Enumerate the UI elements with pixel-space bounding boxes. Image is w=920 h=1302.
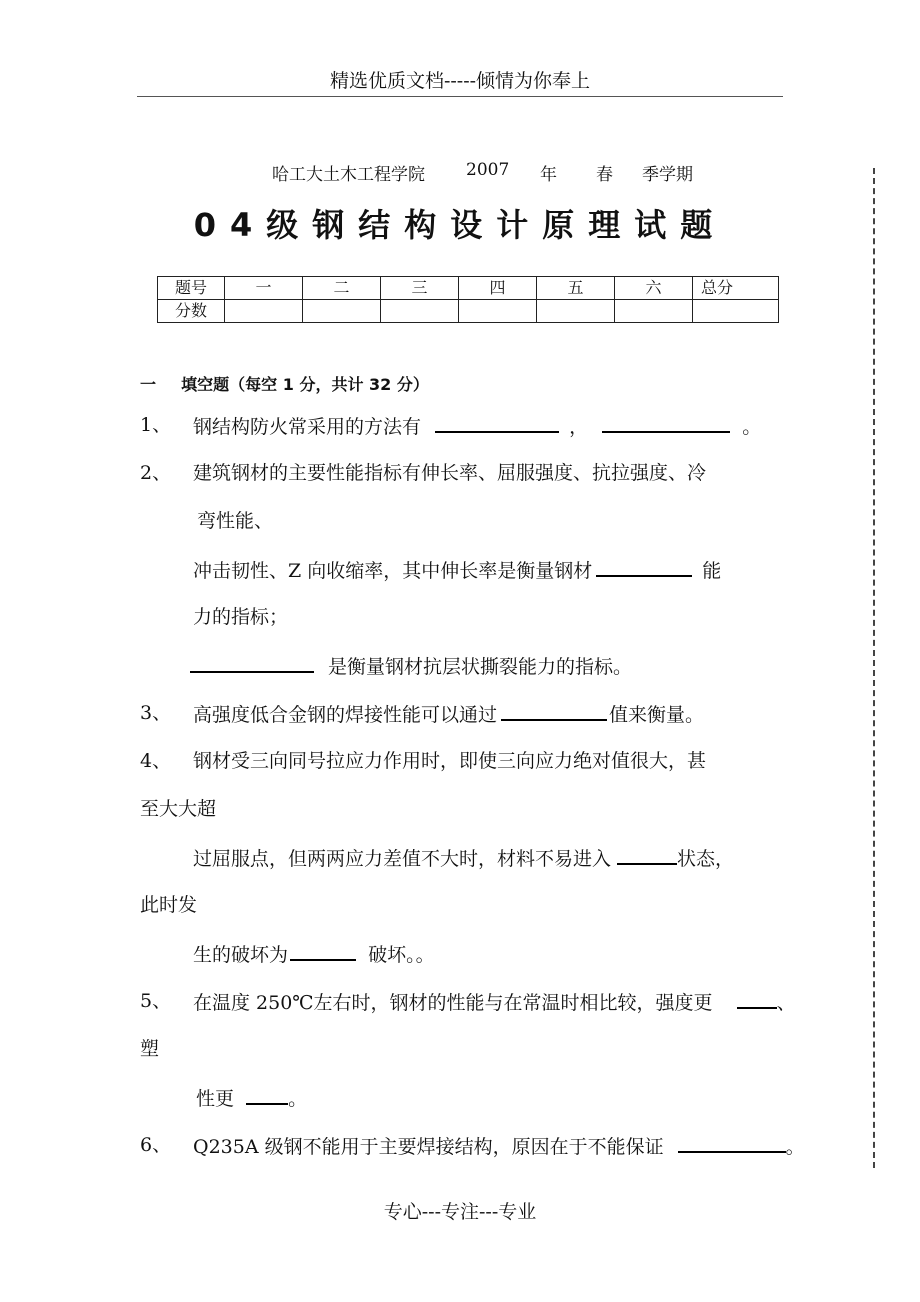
score-cell: 题号 — [158, 277, 225, 300]
score-cell: 一 — [225, 277, 303, 300]
question-3: 高强度低合金钢的焊接性能可以通过 值来衡量。 — [193, 701, 704, 727]
score-input-cell[interactable] — [381, 300, 459, 323]
question-4-line-2: 至大大超 — [140, 798, 217, 820]
section-title: 填空题（每空 1 分，共计 32 分） — [181, 375, 429, 394]
question-number: 5、 — [140, 990, 172, 1012]
answer-blank[interactable] — [596, 557, 692, 577]
score-table — [157, 276, 779, 323]
question-4-line-3: 过屈服点，但两两应力差值不大时，材料不易进入 状态， — [193, 845, 734, 871]
page-header: 精选优质文档-----倾情为你奉上 — [329, 70, 591, 92]
question-number: 3、 — [140, 702, 172, 724]
score-cell: 三 — [381, 277, 459, 300]
question-4-line-1: 钢材受三向同号拉应力作用时，即使三向应力绝对值很大，甚 — [193, 750, 707, 772]
score-input-cell[interactable] — [693, 300, 779, 323]
answer-blank[interactable] — [246, 1085, 288, 1105]
question-2-line-4: 力的指标； — [193, 606, 289, 628]
score-table-header-row — [158, 277, 779, 300]
question-number: 1、 — [140, 414, 172, 436]
answer-blank[interactable] — [190, 653, 314, 673]
answer-blank[interactable] — [435, 413, 559, 433]
school-season: 春 — [596, 165, 613, 185]
exam-title: 04级钢结构设计原理试题 — [193, 206, 727, 244]
score-cell: 二 — [303, 277, 381, 300]
header-rule — [137, 96, 783, 97]
question-2-line-5: 是衡量钢材抗层状撕裂能力的指标。 — [190, 653, 632, 679]
score-input-cell[interactable] — [459, 300, 537, 323]
binding-dashed-line — [873, 168, 875, 1168]
score-table-score-row — [158, 300, 779, 323]
question-2-line-3: 冲击韧性、Z 向收缩率，其中伸长率是衡量钢材 能 — [193, 557, 721, 583]
score-input-cell[interactable] — [225, 300, 303, 323]
page-footer: 专心---专注---专业 — [383, 1201, 537, 1223]
question-2-line-2: 弯性能、 — [197, 510, 274, 532]
score-input-cell[interactable] — [537, 300, 615, 323]
question-2-line-1: 建筑钢材的主要性能指标有伸长率、屈服强度、抗拉强度、冷 — [193, 462, 707, 484]
score-cell: 五 — [537, 277, 615, 300]
score-input-cell[interactable] — [303, 300, 381, 323]
answer-blank[interactable] — [678, 1133, 786, 1153]
section-heading — [140, 372, 429, 395]
answer-blank[interactable] — [737, 989, 777, 1009]
question-number: 6、 — [140, 1134, 172, 1156]
question-6: Q235A 级钢不能用于主要焊接结构，原因在于不能保证 。 — [193, 1133, 805, 1159]
score-cell: 四 — [459, 277, 537, 300]
answer-blank[interactable] — [290, 941, 356, 961]
school-year-unit: 年 — [540, 165, 557, 185]
question-4-line-5: 生的破坏为 破坏。。 — [193, 941, 435, 967]
answer-blank[interactable] — [617, 845, 677, 865]
question-5-line-2: 塑 — [140, 1038, 160, 1060]
question-number: 2、 — [140, 462, 172, 484]
question-1: 钢结构防火常采用的方法有 ， 。 — [193, 413, 761, 439]
question-5-line-1: 在温度 250℃左右时，钢材的性能与在常温时相比较，强度更 、 — [193, 989, 796, 1015]
section-mark: 一 — [140, 375, 157, 394]
answer-blank[interactable] — [602, 413, 730, 433]
score-cell: 六 — [615, 277, 693, 300]
school-name: 哈工大土木工程学院 — [272, 165, 425, 185]
score-input-cell[interactable] — [615, 300, 693, 323]
question-5-line-3: 性更 。 — [196, 1085, 307, 1111]
answer-blank[interactable] — [501, 701, 607, 721]
question-4-line-4: 此时发 — [140, 894, 198, 916]
school-term: 季学期 — [642, 165, 693, 185]
score-cell: 总分 — [693, 277, 779, 300]
school-year: 2007 — [466, 160, 510, 180]
question-number: 4、 — [140, 750, 172, 772]
score-cell: 分数 — [158, 300, 225, 323]
